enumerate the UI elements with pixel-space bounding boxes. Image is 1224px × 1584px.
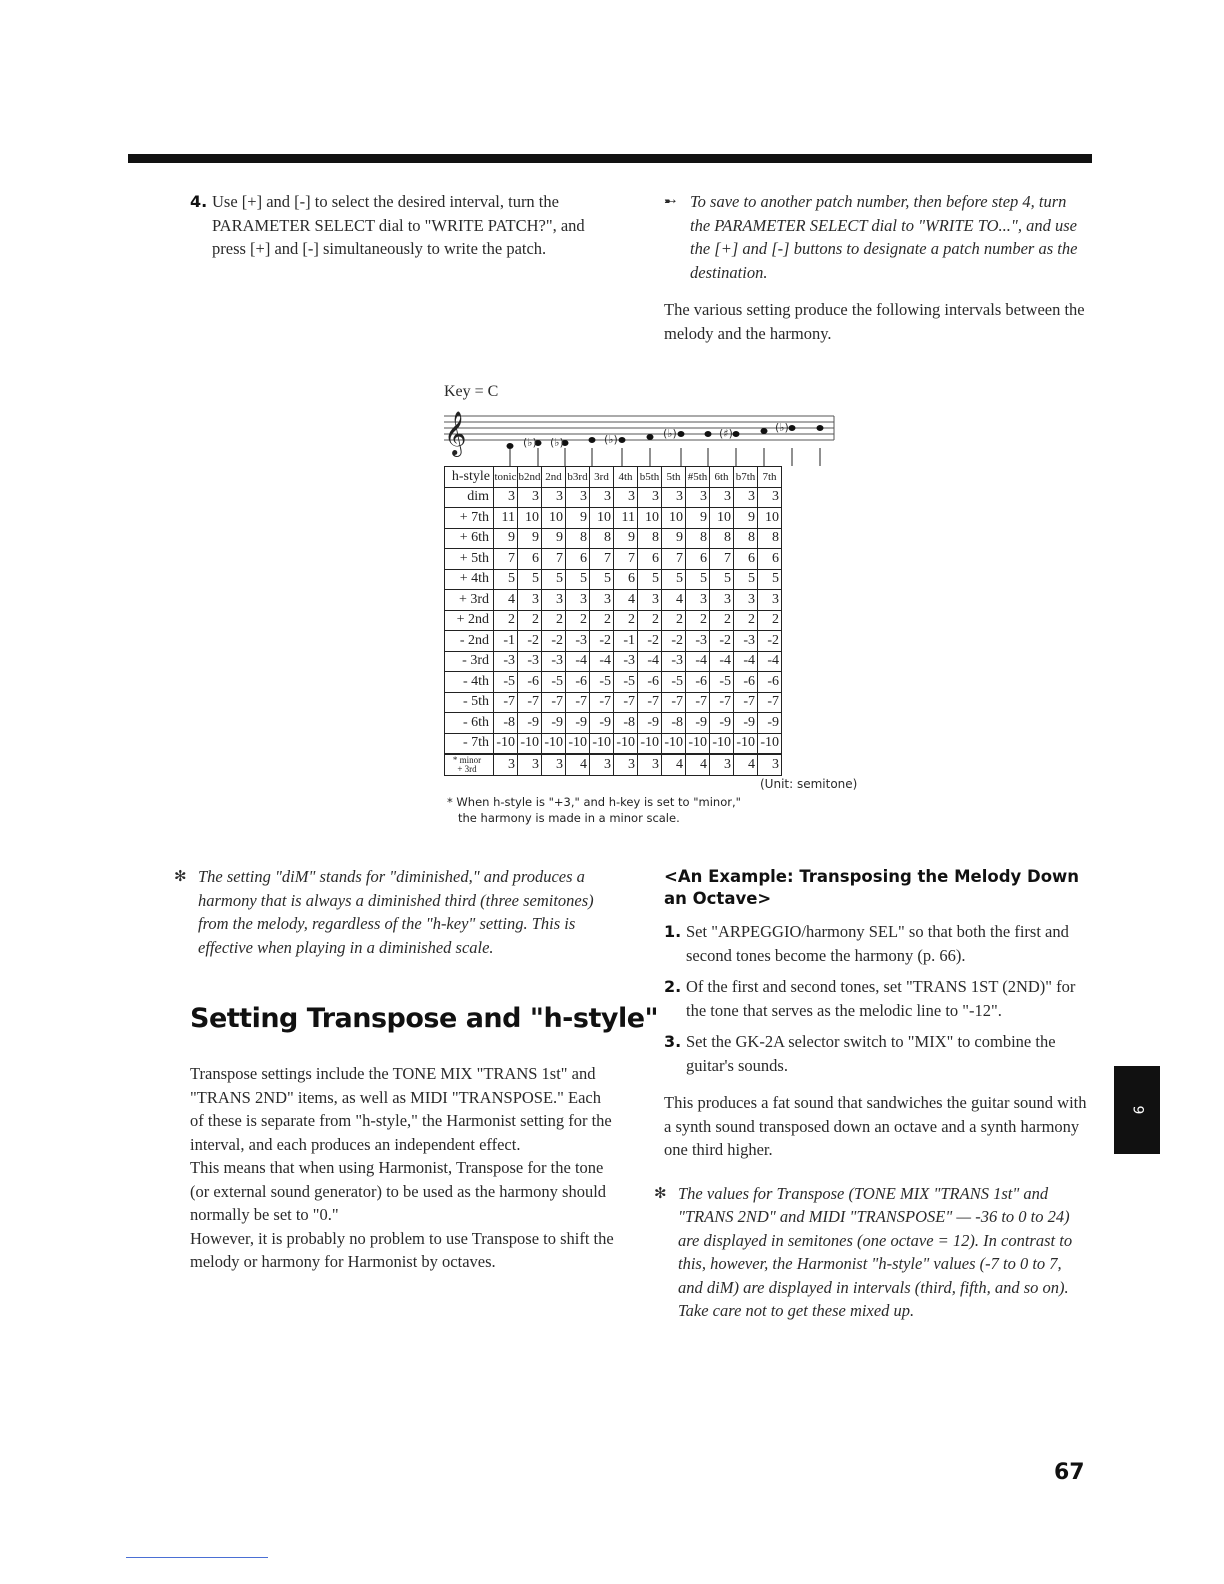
table-cell: 4	[734, 754, 758, 775]
table-row	[445, 631, 782, 652]
chapter-tab-number: 9	[1128, 1105, 1145, 1115]
table-cell: 4	[494, 590, 518, 611]
table-cell: -9	[734, 713, 758, 734]
table-cell: 6	[758, 549, 782, 570]
table-cell: -4	[734, 651, 758, 672]
table-cell: -9	[710, 713, 734, 734]
table-cell: -5	[614, 672, 638, 693]
table-cell: 3	[662, 487, 686, 508]
table-cell: 3	[590, 487, 614, 508]
table-cell: 5	[686, 569, 710, 590]
table-footnote-line-2: the harmony is made in a minor scale.	[458, 811, 680, 825]
table-cell: 3	[542, 754, 566, 775]
table-row	[445, 610, 782, 631]
column-header: 5th	[662, 467, 686, 488]
table-cell: -6	[758, 672, 782, 693]
table-cell: -9	[686, 713, 710, 734]
table-cell: 3	[590, 754, 614, 775]
step-number: 4.	[190, 192, 208, 211]
table-cell: 3	[734, 590, 758, 611]
table-cell: 10	[638, 508, 662, 529]
table-row	[445, 672, 782, 693]
table-cell: -5	[710, 672, 734, 693]
table-cell: 4	[686, 754, 710, 775]
chapter-tab	[1114, 1066, 1160, 1154]
table-cell: 5	[518, 569, 542, 590]
arrow-icon: ➸	[664, 192, 677, 210]
table-cell: 4	[614, 590, 638, 611]
table-cell: 3	[518, 754, 542, 775]
table-cell: 6	[566, 549, 590, 570]
table-cell: 3	[686, 590, 710, 611]
table-header-row	[445, 467, 782, 488]
row-label: dim	[445, 487, 494, 508]
table-cell: 5	[734, 569, 758, 590]
table-cell: 8	[686, 528, 710, 549]
row-label: - 2nd	[445, 631, 494, 652]
table-cell: -7	[662, 692, 686, 713]
table-cell: 2	[686, 610, 710, 631]
step-number: 3.	[664, 1032, 682, 1051]
table-cell: -2	[638, 631, 662, 652]
row-label: - 6th	[445, 713, 494, 734]
table-cell: 3	[542, 590, 566, 611]
table-cell: 10	[518, 508, 542, 529]
table-cell: -9	[590, 713, 614, 734]
example-heading: <An Example: Transposing the Melody Down an Octave>	[664, 867, 1080, 908]
table-cell: -2	[662, 631, 686, 652]
minor-label-top: * minor	[452, 754, 482, 765]
footer-line	[126, 1557, 268, 1558]
table-cell: -5	[662, 672, 686, 693]
table-cell: -3	[518, 651, 542, 672]
top-rule	[128, 154, 1092, 163]
table-cell: -7	[686, 692, 710, 713]
table-cell: 4	[662, 754, 686, 775]
table-footnote	[447, 794, 741, 826]
column-header: tonic	[494, 467, 518, 488]
table-cell: -7	[542, 692, 566, 713]
table-cell: 2	[758, 610, 782, 631]
table-cell: -10	[686, 733, 710, 754]
table-cell: 2	[542, 610, 566, 631]
table-cell: 7	[590, 549, 614, 570]
table-cell: 3	[638, 590, 662, 611]
table-cell: 3	[518, 590, 542, 611]
table-cell: 2	[710, 610, 734, 631]
table-cell: -4	[686, 651, 710, 672]
unit-label: (Unit: semitone)	[760, 777, 858, 791]
table-cell: 5	[710, 569, 734, 590]
transpose-text	[190, 1062, 614, 1274]
table-cell: -7	[566, 692, 590, 713]
column-header: #5th	[686, 467, 710, 488]
intervals-intro: The various setting produce the following intervals between the melody and the harmony.	[664, 300, 1085, 343]
table-cell: 3	[758, 590, 782, 611]
table-cell: 7	[710, 549, 734, 570]
minor-label-bottom: + 3rd	[457, 763, 477, 774]
table-cell: -9	[542, 713, 566, 734]
asterisk-icon: ✻	[654, 1183, 667, 1202]
table-cell: 10	[662, 508, 686, 529]
table-cell: 9	[542, 528, 566, 549]
table-cell: -9	[518, 713, 542, 734]
table-cell: -8	[614, 713, 638, 734]
table-cell: -10	[566, 733, 590, 754]
table-row	[445, 528, 782, 549]
paragraph: Transpose settings include the TONE MIX "TRANS 1st" and "TRANS 2ND" items, as well as MIDI "TRANSPOSE." Each of these is separate from "h-style," the Harmonist setting for the interval, and each produces an independent effect.	[190, 1064, 612, 1154]
row-label: + 6th	[445, 528, 494, 549]
table-cell: 11	[614, 508, 638, 529]
table-cell: -3	[662, 651, 686, 672]
table-row	[445, 590, 782, 611]
table-cell: -4	[638, 651, 662, 672]
table-cell: -10	[638, 733, 662, 754]
table-cell: -1	[614, 631, 638, 652]
table-cell: -3	[494, 651, 518, 672]
table-cell: 9	[494, 528, 518, 549]
table-cell: 8	[758, 528, 782, 549]
example-result: This produces a fat sound that sandwiches the guitar sound with a synth sound transposed down an octave and a synth harmony one third higher.	[664, 1093, 1087, 1159]
column-header: 4th	[614, 467, 638, 488]
table-cell: 5	[542, 569, 566, 590]
interval-table	[444, 466, 782, 776]
table-cell: 10	[590, 508, 614, 529]
table-cell: -10	[614, 733, 638, 754]
minor-row	[445, 754, 782, 775]
table-cell: 5	[494, 569, 518, 590]
table-cell: -2	[518, 631, 542, 652]
table-cell: -10	[494, 733, 518, 754]
table-cell: 3	[734, 487, 758, 508]
table-cell: 6	[734, 549, 758, 570]
table-footnote-line-1: * When h-style is "+3," and h-key is set to "minor,"	[447, 795, 741, 809]
table-cell: -3	[734, 631, 758, 652]
table-cell: 5	[662, 569, 686, 590]
svg-text:(♭): (♭)	[523, 436, 537, 449]
table-cell: 10	[542, 508, 566, 529]
table-cell: 7	[614, 549, 638, 570]
table-cell: -5	[590, 672, 614, 693]
svg-text:(♭): (♭)	[663, 427, 677, 440]
table-cell: 8	[590, 528, 614, 549]
table-cell: -4	[758, 651, 782, 672]
header-label: h-style	[445, 467, 494, 488]
svg-text:(♯): (♯)	[719, 427, 733, 440]
table-cell: 11	[494, 508, 518, 529]
table-cell: -1	[494, 631, 518, 652]
table-cell: 2	[662, 610, 686, 631]
table-cell: -4	[566, 651, 590, 672]
table-row	[445, 713, 782, 734]
table-cell: 6	[518, 549, 542, 570]
values-note-text: The values for Transpose (TONE MIX "TRANS 1st" and "TRANS 2ND" and MIDI "TRANSPOSE" — -36 to 0 to 24) are displayed in semitones (one octave = 12). In contrast to this, however, the Harmonist "h-style" values (-7 to 0 to 7, and diM) are displayed in intervals (third, fifth, and so on). Take care not to get these mixed up.	[678, 1183, 1073, 1320]
table-cell: -3	[566, 631, 590, 652]
table-cell: -10	[518, 733, 542, 754]
table-cell: 2	[734, 610, 758, 631]
table-cell: -6	[686, 672, 710, 693]
table-cell: 3	[566, 590, 590, 611]
table-row	[445, 733, 782, 754]
table-cell: -9	[758, 713, 782, 734]
column-header: 6th	[710, 467, 734, 488]
table-cell: 5	[590, 569, 614, 590]
table-row	[445, 487, 782, 508]
table-cell: 6	[686, 549, 710, 570]
table-cell: 4	[566, 754, 590, 775]
table-cell: -2	[590, 631, 614, 652]
table-cell: -5	[494, 672, 518, 693]
table-cell: -10	[758, 733, 782, 754]
table-cell: 3	[494, 487, 518, 508]
table-cell: 3	[494, 754, 518, 775]
table-cell: 2	[614, 610, 638, 631]
table-row	[445, 569, 782, 590]
table-cell: 8	[710, 528, 734, 549]
table-cell: 3	[614, 754, 638, 775]
table-cell: -7	[518, 692, 542, 713]
table-cell: -8	[494, 713, 518, 734]
row-label: - 3rd	[445, 651, 494, 672]
table-cell: 9	[662, 528, 686, 549]
table-cell: 6	[638, 549, 662, 570]
table-cell: -4	[710, 651, 734, 672]
table-cell: -7	[614, 692, 638, 713]
column-header: b5th	[638, 467, 662, 488]
table-cell: 10	[758, 508, 782, 529]
table-cell: 2	[638, 610, 662, 631]
column-header: b7th	[734, 467, 758, 488]
table-cell: 7	[542, 549, 566, 570]
music-staff	[444, 408, 836, 468]
dim-note-text: The setting "diM" stands for "diminished," and produces a harmony that is always a diminished third (three semitones) from the melody, regardless of the "h-key" setting. This is effective when playing in a diminished scale.	[198, 867, 594, 957]
column-header: 2nd	[542, 467, 566, 488]
column-header: 7th	[758, 467, 782, 488]
table-cell: 3	[710, 590, 734, 611]
table-cell: -2	[710, 631, 734, 652]
table-row	[445, 508, 782, 529]
row-label: + 3rd	[445, 590, 494, 611]
table-cell: 9	[734, 508, 758, 529]
table-cell: 2	[590, 610, 614, 631]
table-cell: 9	[518, 528, 542, 549]
table-cell: 3	[758, 754, 782, 775]
table-cell: -5	[542, 672, 566, 693]
row-label: - 5th	[445, 692, 494, 713]
row-label: - 4th	[445, 672, 494, 693]
table-cell: 3	[566, 487, 590, 508]
row-label: - 7th	[445, 733, 494, 754]
table-cell: -7	[734, 692, 758, 713]
table-cell: 3	[710, 487, 734, 508]
svg-text:(♭): (♭)	[550, 436, 564, 449]
row-label: + 5th	[445, 549, 494, 570]
table-cell: 9	[566, 508, 590, 529]
table-cell: -7	[638, 692, 662, 713]
step-number: 2.	[664, 977, 682, 996]
table-cell: 4	[662, 590, 686, 611]
asterisk-icon: ✻	[174, 867, 187, 885]
paragraph: However, it is probably no problem to use Transpose to shift the melody or harmony for Harmonist by octaves.	[190, 1228, 614, 1271]
table-cell: 8	[734, 528, 758, 549]
table-row	[445, 549, 782, 570]
table-cell: 2	[518, 610, 542, 631]
table-cell: -2	[758, 631, 782, 652]
table-cell: 5	[758, 569, 782, 590]
column-header: 3rd	[590, 467, 614, 488]
table-cell: -2	[542, 631, 566, 652]
table-cell: -8	[662, 713, 686, 734]
key-label: Key = C	[444, 383, 499, 400]
table-row	[445, 651, 782, 672]
row-label: + 2nd	[445, 610, 494, 631]
table-cell: -7	[758, 692, 782, 713]
table-cell: 8	[638, 528, 662, 549]
table-cell: -3	[614, 651, 638, 672]
table-cell: 3	[758, 487, 782, 508]
table-cell: -3	[542, 651, 566, 672]
tip-block	[664, 190, 1090, 345]
table-cell: 3	[590, 590, 614, 611]
table-cell: 9	[686, 508, 710, 529]
table-cell: -4	[590, 651, 614, 672]
table-cell: 8	[566, 528, 590, 549]
table-cell: 3	[638, 754, 662, 775]
table-cell: -9	[638, 713, 662, 734]
table-cell: -3	[686, 631, 710, 652]
column-header: b2nd	[518, 467, 542, 488]
page-number: 67	[1054, 1460, 1085, 1485]
step-text: Of the first and second tones, set "TRANS 1ST (2ND)" for the tone that serves as the melodic line to "-12".	[686, 977, 1076, 1020]
table-cell: 10	[710, 508, 734, 529]
table-cell: 2	[566, 610, 590, 631]
row-label: + 4th	[445, 569, 494, 590]
section-title: Setting Transpose and "h-style"	[190, 1003, 659, 1034]
table-cell: -6	[638, 672, 662, 693]
table-cell: 3	[710, 754, 734, 775]
dim-note	[174, 865, 618, 959]
step-text: Set "ARPEGGIO/harmony SEL" so that both the first and second tones become the harmony (p. 66).	[686, 922, 1069, 965]
table-cell: -10	[590, 733, 614, 754]
table-cell: 3	[542, 487, 566, 508]
minor-row-label	[445, 754, 494, 775]
column-header: b3rd	[566, 467, 590, 488]
table-cell: 7	[494, 549, 518, 570]
table-cell: -6	[518, 672, 542, 693]
table-cell: 6	[614, 569, 638, 590]
table-cell: 3	[686, 487, 710, 508]
svg-text:(♭): (♭)	[604, 433, 618, 446]
step-4	[190, 190, 616, 269]
table-cell: -6	[566, 672, 590, 693]
step-text: Set the GK-2A selector switch to "MIX" to combine the guitar's sounds.	[686, 1032, 1056, 1075]
example-section	[654, 866, 1090, 1323]
table-cell: 3	[638, 487, 662, 508]
step-number: 1.	[664, 922, 682, 941]
table-cell: -10	[662, 733, 686, 754]
svg-text:(♭): (♭)	[775, 421, 789, 434]
treble-clef-icon: 𝄞	[444, 411, 467, 455]
table-cell: -7	[494, 692, 518, 713]
table-cell: 5	[638, 569, 662, 590]
table-cell: -9	[566, 713, 590, 734]
table-cell: 3	[614, 487, 638, 508]
row-label: + 7th	[445, 508, 494, 529]
table-cell: 7	[662, 549, 686, 570]
table-cell: 2	[494, 610, 518, 631]
table-cell: -6	[734, 672, 758, 693]
table-cell: 3	[518, 487, 542, 508]
table-cell: 5	[566, 569, 590, 590]
table-cell: -10	[710, 733, 734, 754]
tip-text: To save to another patch number, then before step 4, turn the PARAMETER SELECT dial to "WRITE TO...", and use the [+] and [-] buttons to designate a patch number as the destination.	[690, 192, 1078, 282]
step-text: Use [+] and [-] to select the desired interval, turn the PARAMETER SELECT dial to "WRITE PATCH?", and press [+] and [-] simultaneously to write the patch.	[212, 192, 585, 258]
paragraph: This means that when using Harmonist, Transpose for the tone (or external sound generator) to be used as the harmony should normally be set to "0."	[190, 1158, 607, 1224]
table-cell: -10	[542, 733, 566, 754]
table-cell: 9	[614, 528, 638, 549]
table-cell: -7	[590, 692, 614, 713]
table-row	[445, 692, 782, 713]
table-cell: -10	[734, 733, 758, 754]
table-cell: -7	[710, 692, 734, 713]
